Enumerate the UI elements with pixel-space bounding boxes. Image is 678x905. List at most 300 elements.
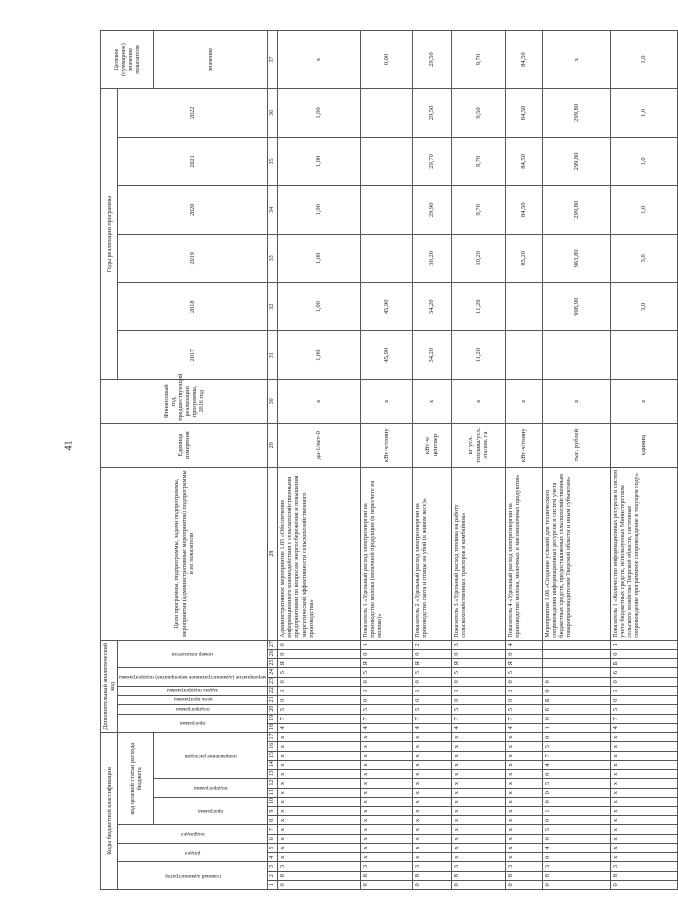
code-cell: х [413,788,451,797]
code-cell: 0 [543,770,611,779]
code-cell: 0 [451,696,505,705]
code-cell: х [360,760,412,769]
column-number: 18 [268,723,278,732]
code-cell: х [506,807,543,816]
code-cell: 0 [610,696,678,705]
year-value: 998,90 [543,283,611,331]
code-cell: х [278,770,361,779]
code-cell: х [360,779,412,788]
column-number: 13 [268,770,278,779]
code-cell: 7 [506,714,543,723]
year-value [360,234,412,282]
year-value: 11,20 [451,283,505,331]
code-cell: х [413,770,451,779]
year-value: 1,00 [278,186,361,234]
code-cell: 8 [360,871,412,880]
row-target: 29,50 [413,31,451,89]
page-number: 41 [63,440,75,451]
header-year-2018: 2018 [118,283,268,331]
code-cell: х [610,760,678,769]
code-cell: х [413,807,451,816]
header-row-1 [101,31,118,890]
row-unit: кВт·ч/тонну [360,423,412,467]
code-cell: 4 [506,723,543,732]
year-value: 1,00 [278,89,361,138]
code-cell: х [413,742,451,751]
code-cell: 0 [610,677,678,686]
code-cell: 0 [413,880,451,889]
code-cell: х [506,825,543,834]
column-number: 5 [268,843,278,852]
column-number: 28 [268,467,278,640]
code-cell: х [413,834,451,843]
row-name: Показатель 1 «Количество информационных ресурсов и систем учета бюджетных средств, используемых Министерством сельского хозяйства Тверской области, системные сопровождение программное сопровождение в текущем году» [610,467,678,640]
code-cell: х [506,742,543,751]
code-cell: х [610,788,678,797]
year-value: 299,80 [543,186,611,234]
column-number: 9 [268,807,278,816]
code-cell: х [506,760,543,769]
code-cell: х [451,733,505,742]
code-cell: Я [413,659,451,668]
code-cell: х [278,825,361,834]
code-cell: 0 [543,816,611,825]
code-cell: 0 [360,677,412,686]
code-cell: х [451,825,505,834]
code-cell: 7 [451,714,505,723]
code-cell: х [278,797,361,806]
row-unit: тыс. рублей [543,423,611,467]
year-value: 299,80 [543,89,611,138]
code-cell: х [278,807,361,816]
column-number: 10 [268,797,278,806]
code-cell: 4 [543,843,611,852]
code-cell: 0 [506,650,543,659]
code-cell: 0 [413,650,451,659]
header-subprogram: подпрограмма [118,705,268,714]
column-number: 11 [268,788,278,797]
code-cell: Я [278,659,361,668]
header-codes: Коды бюджетной классификации [101,733,118,890]
code-cell: х [610,733,678,742]
table-row [413,31,451,890]
code-cell: 0 [451,677,505,686]
row-target: 0,00 [360,31,412,89]
row-unit: кВт·ч/тонну [506,423,543,467]
code-cell: 8 [413,871,451,880]
code-cell: 1 [543,807,611,816]
code-cell: х [506,770,543,779]
header-subsection: подраздел [118,825,268,843]
table-row [451,31,505,890]
code-cell: 5 [360,668,412,677]
code-cell: х [360,843,412,852]
year-value: 1,00 [278,331,361,379]
code-cell: х [610,816,678,825]
code-cell: х [413,751,451,760]
year-value [360,137,412,185]
row-fin: х [278,379,361,423]
row-fin: х [506,379,543,423]
year-value: 34,20 [413,331,451,379]
year-value [506,331,543,379]
code-cell: х [360,807,412,816]
year-value: 30,20 [413,234,451,282]
code-cell: 5 [278,668,361,677]
year-value: 29,50 [413,89,451,138]
code-cell: х [360,797,412,806]
year-value: 1,00 [278,137,361,185]
code-cell: 1 [451,686,505,695]
column-number: 14 [268,760,278,769]
row-fin: х [360,379,412,423]
code-cell: 5 [451,668,505,677]
code-cell: х [278,742,361,751]
header-task: задача подпрограммы [118,686,268,695]
code-cell: х [360,853,412,862]
column-number: 21 [268,696,278,705]
header-prog-code: программа [154,797,268,825]
row-fin: х [413,379,451,423]
code-cell: 0 [278,880,361,889]
year-value [506,283,543,331]
code-cell: 1 [278,686,361,695]
code-cell: 8 [451,871,505,880]
code-cell: 0 [543,880,611,889]
year-value: 10,20 [451,234,505,282]
code-cell: 6 [610,668,678,677]
year-value: 9,50 [451,89,505,138]
code-cell: 0 [543,733,611,742]
column-number: 34 [268,186,278,234]
code-cell: Я [360,659,412,668]
code-cell: 7 [278,714,361,723]
code-cell [543,659,611,668]
rotated-table [100,30,648,890]
header-analytic: Дополнительный аналитический код [101,640,118,732]
year-value: 1,00 [278,283,361,331]
column-number: 25 [268,659,278,668]
code-cell: 0 [506,880,543,889]
year-value [360,186,412,234]
code-cell: х [413,853,451,862]
year-value: 9,70 [451,137,505,185]
code-cell: 0 [543,686,611,695]
code-cell: 1 [543,723,611,732]
column-number: 17 [268,733,278,742]
code-cell: 1 [610,686,678,695]
code-cell [543,668,611,677]
column-number: 8 [268,816,278,825]
header-target-value: значение [154,31,268,89]
row-name: Показатель 4 «Удельный расход электроэнергии на производство молока, молочных и мясомолочных продуктов» [506,467,543,640]
code-cell: 4 [610,723,678,732]
year-value: 45,90 [360,283,412,331]
column-number: 27 [268,640,278,649]
column-number: 23 [268,677,278,686]
code-cell: 3 [413,862,451,871]
code-cell: 5 [413,705,451,714]
code-cell: 3 [451,862,505,871]
code-cell: 7 [543,751,611,760]
row-target: 9,70 [451,31,505,89]
code-cell: 4 [506,640,543,649]
code-cell: 7 [360,714,412,723]
program-table [100,30,678,890]
code-cell: 5 [413,668,451,677]
code-cell: 1 [360,686,412,695]
row-name: Показатель 2 «Удельный расход электроэнергии на производство скота и птицы на убой (в живом весе)» [413,467,451,640]
code-cell: 5 [543,779,611,788]
code-cell: х [506,834,543,843]
code-cell: х [360,742,412,751]
code-cell: х [506,843,543,852]
code-cell: 1 [360,640,412,649]
year-value: 299,80 [543,137,611,185]
code-cell: 0 [506,696,543,705]
row-target: х [278,31,361,89]
column-number: 22 [268,686,278,695]
row-unit: кВт·ч/центнер [413,423,451,467]
code-cell: 5 [610,705,678,714]
code-cell: х [360,788,412,797]
year-value: 29,90 [413,186,451,234]
column-number: 35 [268,137,278,185]
header-admin: главный администратор [118,862,268,890]
column-number: 32 [268,283,278,331]
code-cell: 5 [360,705,412,714]
column-number: 16 [268,742,278,751]
table-row [543,31,611,890]
code-cell: х [451,843,505,852]
header-direction: направление расходов [154,733,268,779]
code-cell: х [413,760,451,769]
row-fin: х [451,379,505,423]
code-cell: х [278,853,361,862]
code-cell: 0 [451,880,505,889]
code-cell: х [610,797,678,806]
column-number: 19 [268,714,278,723]
row-name: Административное мероприятие 1.05 «Обеспечение информационного взаимодействия с сельскохозяйственными предприятиями по вопросам энергосбережения и повышения энергетической эффективности сельскохозяйственного производства» [278,467,361,640]
code-cell: 0 [278,696,361,705]
code-cell: 4 [413,723,451,732]
header-year-2017: 2017 [118,331,268,379]
code-cell: 0 [543,714,611,723]
code-cell: х [278,733,361,742]
header-program: программа [118,714,268,732]
code-cell: 4 [543,760,611,769]
code-cell: 0 [360,696,412,705]
column-number: 6 [268,834,278,843]
code-cell: 4 [451,723,505,732]
code-cell: Б [610,659,678,668]
code-cell: х [506,797,543,806]
row-target: 1,0 [610,31,678,89]
row-unit: кг усл. топлива/усл. эталон. га [451,423,505,467]
code-cell: 0 [610,650,678,659]
code-cell: х [278,843,361,852]
year-value [543,331,611,379]
column-number: 15 [268,751,278,760]
code-cell: 8 [506,871,543,880]
column-number: 1 [268,880,278,889]
code-cell: 6 [543,705,611,714]
header-target-article: код целевой статьи расхода бюджета [118,733,154,825]
column-number: 20 [268,705,278,714]
year-value [610,331,678,379]
column-number: 4 [268,853,278,862]
code-cell: х [413,816,451,825]
column-number: 29 [268,423,278,467]
code-cell: 3 [451,640,505,649]
header-unit: Единица измерения [101,423,268,467]
code-cell: х [610,834,678,843]
column-number: 31 [268,331,278,379]
code-cell: 7 [413,714,451,723]
year-value: 85,20 [506,234,543,282]
code-cell: 0 [451,650,505,659]
header-target: Целевое (суммарное) значение показателя [101,31,154,89]
code-cell: х [610,825,678,834]
row-target: х [543,31,611,89]
code-cell: х [610,843,678,852]
year-value: 1,0 [610,186,678,234]
column-number: 12 [268,779,278,788]
row-unit: да-1/нет-0 [278,423,361,467]
code-cell: 0 [278,677,361,686]
row-target: 84,50 [506,31,543,89]
code-cell: х [451,760,505,769]
year-value: 1,0 [610,137,678,185]
code-cell: х [360,825,412,834]
code-cell: 0 [543,788,611,797]
code-cell: 2 [413,640,451,649]
header-subprog-code: подпрограмма [154,779,268,797]
code-cell: х [451,779,505,788]
code-cell: х [506,853,543,862]
header-years: Годы реализации программы [101,89,118,380]
code-cell: х [413,733,451,742]
code-cell: 0 [543,677,611,686]
code-cell: 8 [543,871,611,880]
column-number: 26 [268,650,278,659]
code-cell: 5 [278,705,361,714]
code-cell: х [451,751,505,760]
code-cell: х [413,779,451,788]
code-cell: 1 [610,640,678,649]
code-cell: х [360,834,412,843]
column-number: 24 [268,668,278,677]
table-row [360,31,412,890]
code-cell: 5 [506,668,543,677]
code-cell [543,650,611,659]
year-value: 9,70 [451,186,505,234]
code-cell: 0 [413,677,451,686]
column-number: 2 [268,871,278,880]
code-cell: 0 [543,853,611,862]
year-value: 84,50 [506,89,543,138]
code-cell: 0 [543,797,611,806]
code-cell: Б [543,696,611,705]
code-cell: х [610,807,678,816]
column-number: 7 [268,825,278,834]
year-value: 29,70 [413,137,451,185]
header-year-2020: 2020 [118,186,268,234]
code-cell: Я [506,659,543,668]
code-cell: 0 [506,677,543,686]
code-cell: х [278,834,361,843]
year-value: 3,0 [610,283,678,331]
row-unit: единиц [610,423,678,467]
code-cell: х [451,770,505,779]
code-cell: х [278,779,361,788]
code-cell: х [451,834,505,843]
code-cell: 8 [610,871,678,880]
column-number: 33 [268,234,278,282]
header-goal: цель программы [118,696,268,705]
header-fin: Финансовый год, предшествующий реализации программы, 2016 год [101,379,268,423]
table-container [100,30,648,890]
code-cell: х [610,770,678,779]
code-cell: х [506,733,543,742]
header-measure: мероприятие (административное мероприятие) подпрограммы [118,668,268,686]
code-cell: 0 [278,640,361,649]
code-cell: х [451,788,505,797]
year-value: 1,0 [610,89,678,138]
code-cell: х [610,751,678,760]
code-cell: 3 [610,862,678,871]
code-cell: 3 [543,862,611,871]
code-cell: х [506,751,543,760]
column-number-row [268,31,278,890]
column-number: 3 [268,862,278,871]
header-year-2021: 2021 [118,137,268,185]
code-cell: х [506,779,543,788]
code-cell: х [360,751,412,760]
year-value: 3,0 [610,234,678,282]
code-cell: 5 [543,825,611,834]
header-indicator-no: номер показателя [118,640,268,668]
code-cell: 4 [360,723,412,732]
row-name: Показатель 3 «Удельный расход топлива на работу сельскохозяйственных тракторов и комбайнов» [451,467,505,640]
column-number: 37 [268,31,278,89]
code-cell: Я [451,659,505,668]
code-cell: х [360,733,412,742]
code-cell: х [278,788,361,797]
code-cell: х [451,816,505,825]
code-cell: 0 [610,880,678,889]
year-value: 84,50 [506,137,543,185]
column-number: 30 [268,379,278,423]
code-cell: 1 [413,686,451,695]
header-year-2022: 2022 [118,89,268,138]
code-cell: 5 [543,742,611,751]
code-cell: х [610,742,678,751]
code-cell: х [610,853,678,862]
code-cell: х [278,760,361,769]
table-row [610,31,678,890]
code-cell: 1 [506,686,543,695]
header-name: Цели программы, подпрограммы, задачи подпрограммы, мероприятия (административные мероприятия) подпрограммы и их показатели [101,467,268,640]
year-value: 84,50 [506,186,543,234]
table-row [278,31,361,890]
year-value: 45,90 [360,331,412,379]
code-cell: 5 [506,705,543,714]
row-name: Показатель 1 «Удельный расход электроэнергии на производство молока (молочной продукции (в пересчете на молоко)» [360,467,412,640]
code-cell: х [413,825,451,834]
code-cell: 3 [506,862,543,871]
year-value: 11,20 [451,331,505,379]
